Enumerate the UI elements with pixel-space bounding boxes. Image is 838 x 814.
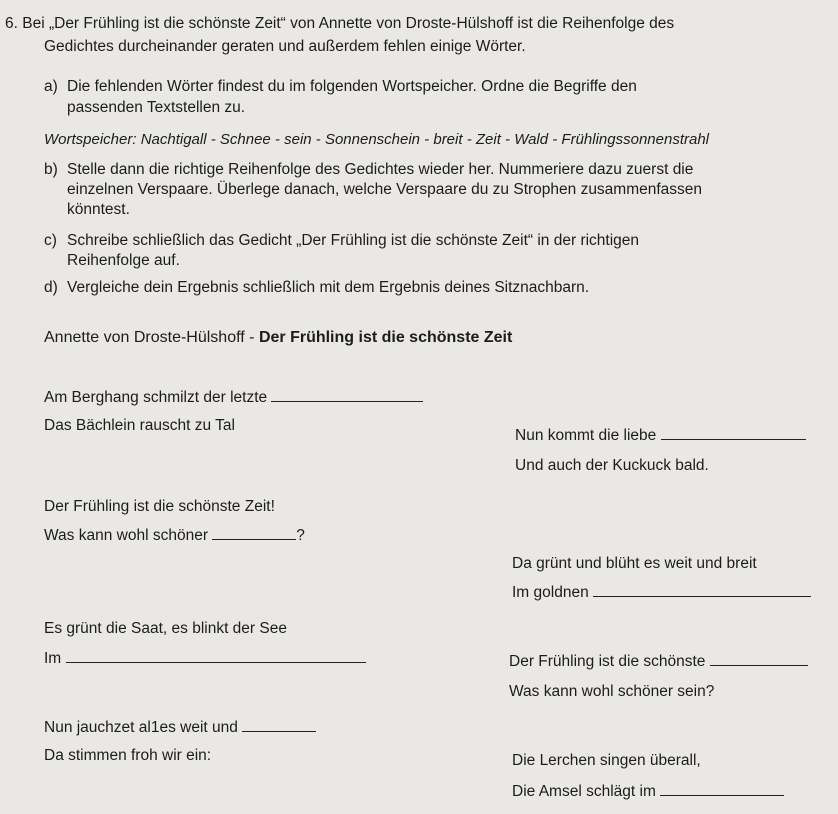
poem-line: Die Amsel schlägt im: [512, 783, 784, 801]
poem-line: Im goldnen: [512, 584, 811, 602]
poem-line: Was kann wohl schöner sein?: [509, 683, 715, 700]
task-intro-line1: 6. Bei „Der Frühling ist die schönste Zeit“ von Annette von Droste-Hülshoff ist die Reihenfolge des: [5, 15, 675, 32]
blank-line[interactable]: [661, 427, 806, 440]
task-b-label: b): [44, 161, 58, 178]
blank-line[interactable]: [593, 584, 811, 597]
blank-line[interactable]: [66, 650, 366, 663]
task-a-line1: Die fehlenden Wörter findest du im folgenden Wortspeicher. Ordne die Begriffe den: [67, 78, 637, 95]
poem-author: Annette von Droste-Hülshoff -: [44, 329, 255, 346]
poem-heading: [44, 329, 512, 347]
poem-line: Da grünt und blüht es weit und breit: [512, 555, 757, 572]
blank-line[interactable]: [271, 389, 423, 402]
blank-line[interactable]: [212, 527, 296, 540]
poem-line: Was kann wohl schöner ?: [44, 527, 305, 544]
wortspeicher: Wortspeicher: Nachtigall - Schnee - sein - Sonnenschein - breit - Zeit - Wald - Frühlingssonnenstrahl: [44, 131, 710, 148]
blank-line[interactable]: [660, 783, 784, 796]
task-b-line2: einzelnen Verspaare. Überlege danach, welche Verspaare du zu Strophen zusammenfassen: [67, 181, 703, 198]
poem-line: Am Berghang schmilzt der letzte: [44, 389, 423, 407]
task-b-line1: Stelle dann die richtige Reihenfolge des Gedichtes wieder her. Nummeriere dazu zuerst die: [67, 161, 694, 178]
task-a-line2: passenden Textstellen zu.: [67, 99, 246, 116]
task-c-line1: Schreibe schließlich das Gedicht „Der Frühling ist die schönste Zeit“ in der richtigen: [67, 232, 640, 249]
blank-line[interactable]: [710, 653, 808, 666]
poem-title: Der Frühling ist die schönste Zeit: [258, 329, 513, 346]
poem-line: Nun kommt die liebe: [515, 427, 806, 445]
poem-line: Der Frühling ist die schönste: [509, 653, 808, 671]
poem-line: Die Lerchen singen überall,: [512, 752, 701, 769]
task-intro-line2: Gedichtes durcheinander geraten und außerdem fehlen einige Wörter.: [44, 38, 526, 55]
poem-line: Es grünt die Saat, es blinkt der See: [44, 620, 287, 637]
task-d-line1: Vergleiche dein Ergebnis schließlich mit dem Ergebnis deines Sitznachbarn.: [67, 279, 590, 296]
task-c-label: c): [44, 232, 57, 249]
task-c-line2: Reihenfolge auf.: [67, 252, 180, 269]
poem-line: Im: [44, 650, 366, 668]
task-a-label: a): [44, 78, 58, 95]
poem-line: Und auch der Kuckuck bald.: [515, 457, 709, 474]
task-d-label: d): [44, 279, 58, 296]
poem-line: Nun jauchzet al1es weit und: [44, 719, 316, 737]
task-b-line3: könntest.: [67, 201, 130, 218]
poem-line: Das Bächlein rauscht zu Tal: [44, 417, 235, 434]
blank-line[interactable]: [242, 719, 316, 732]
poem-line: Der Frühling ist die schönste Zeit!: [44, 498, 275, 515]
task-number: 6.: [5, 15, 18, 32]
poem-line: Da stimmen froh wir ein:: [44, 747, 212, 764]
